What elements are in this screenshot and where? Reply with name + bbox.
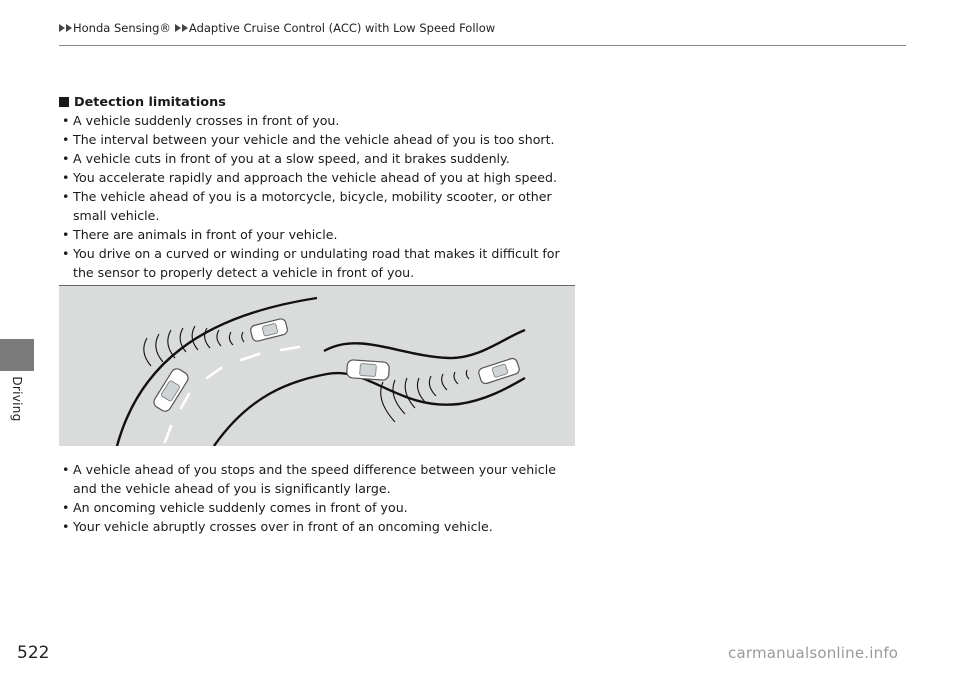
bullet-icon: • — [62, 189, 70, 204]
bullet-icon: • — [62, 151, 70, 166]
list-item: • A vehicle cuts in front of you at a slow speed, and it brakes suddenly. — [62, 151, 510, 166]
detection-limitations-section — [59, 93, 579, 282]
triangle-right-icon — [182, 24, 188, 32]
bullet-icon: • — [62, 462, 70, 477]
road-edge-inner — [214, 373, 525, 446]
bullet-icon: • — [62, 227, 70, 242]
chapter-label: Driving — [10, 376, 24, 422]
road-diagram — [59, 286, 575, 446]
triangle-right-icon — [59, 24, 65, 32]
header-divider — [59, 45, 906, 46]
radar-waves-right — [381, 370, 469, 422]
vehicle-ahead — [250, 318, 289, 342]
bullet-icon: • — [62, 132, 70, 147]
radar-waves-left — [144, 326, 244, 366]
list-item: • You accelerate rapidly and approach the vehicle ahead of you at high speed. — [62, 170, 557, 185]
vehicle-own — [152, 367, 191, 414]
vehicle-middle — [346, 360, 389, 381]
list-item: • There are animals in front of your vehicle. — [62, 227, 338, 242]
list-item: • The vehicle ahead of you is a motorcycle, bicycle, mobility scooter, or other small vehicle. — [62, 189, 552, 223]
list-item: • Your vehicle abruptly crosses over in front of an oncoming vehicle. — [62, 519, 493, 534]
list-item: • You drive on a curved or winding or undulating road that makes it difficult for the sensor to properly detect a vehicle in front of you. — [62, 246, 560, 280]
watermark: carmanualsonline.info — [728, 644, 899, 662]
list-item: • A vehicle ahead of you stops and the speed difference between your vehicle and the vehicle ahead of you is significantly large. — [62, 462, 556, 496]
breadcrumb — [59, 19, 499, 37]
limitations-list — [59, 111, 579, 282]
bullet-icon: • — [62, 113, 70, 128]
section-title: Detection limitations — [74, 94, 226, 110]
section-heading — [59, 93, 579, 111]
breadcrumb-item-honda-sensing[interactable]: Honda Sensing® — [73, 21, 171, 35]
bullet-icon: • — [62, 519, 70, 534]
road-edge-oncoming — [324, 330, 525, 358]
limitations-list-2 — [59, 460, 579, 536]
bullet-icon: • — [62, 170, 70, 185]
bullet-icon: • — [62, 500, 70, 515]
triangle-right-icon — [175, 24, 181, 32]
bullet-icon: • — [62, 246, 70, 261]
breadcrumb-item-acc[interactable]: Adaptive Cruise Control (ACC) with Low Speed Follow — [188, 21, 496, 35]
curved-road-illustration — [59, 285, 575, 446]
limitations-list-continued — [59, 460, 579, 536]
triangle-right-icon — [66, 24, 72, 32]
chapter-tab — [0, 339, 34, 371]
square-bullet-icon — [59, 97, 69, 107]
lane-markings — [165, 347, 299, 442]
list-item: • The interval between your vehicle and the vehicle ahead of you is too short. — [62, 132, 555, 147]
list-item: • An oncoming vehicle suddenly comes in front of you. — [62, 500, 408, 515]
list-item: • A vehicle suddenly crosses in front of you. — [62, 113, 340, 128]
page-number: 522 — [17, 643, 50, 663]
vehicle-right — [478, 357, 521, 385]
